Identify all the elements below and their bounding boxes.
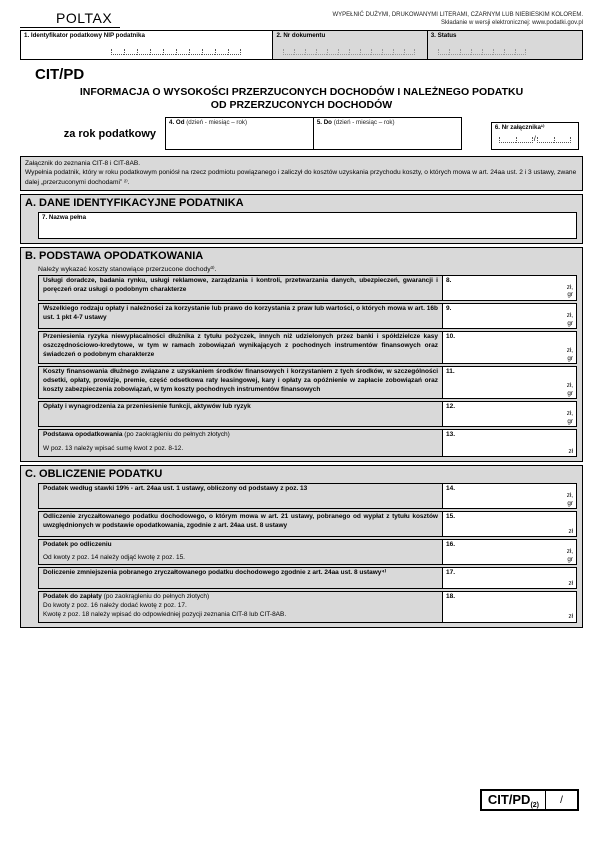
footer-form-version: (2) <box>530 802 539 809</box>
row-12-label: Opłaty i wynagrodzenia za przeniesienie funkcji, aktywów lub ryzyk <box>39 402 443 426</box>
fill-instruction-line: WYPEŁNIĆ DUŻYMI, DRUKOWANYMI LITERAMI, CZARNYM LUB NIEBIESKIM KOLOREM. <box>332 11 583 18</box>
row-18-units: zł <box>568 613 573 621</box>
row-10-units: zł, gr <box>566 347 573 362</box>
date-from-hint: (dzień - miesiąc – rok) <box>186 119 248 127</box>
row-13-number: 13. <box>446 431 456 439</box>
section-c-title: C. OBLICZENIE PODATKU <box>25 468 163 481</box>
amount-box-11[interactable] <box>443 367 576 398</box>
section-b <box>20 247 583 462</box>
row-16-label: Podatek po odliczeniu Od kwoty z poz. 14 należy odjąć kwotę z poz. 15. <box>39 540 443 564</box>
row-9-label: Wszelkiego rodzaju opłaty i należności za korzystanie lub prawo do korzystania z praw lub wartości, o których mowa w art. 16b ust. 1 pkt 4-7 ustawy <box>39 304 443 328</box>
attachment-number-label: 6. Nr załącznika¹⁾ <box>494 123 545 131</box>
amount-box-13[interactable] <box>443 430 576 456</box>
top-bar <box>20 10 583 28</box>
form-row-8 <box>38 275 577 301</box>
fill-instructions <box>333 11 583 28</box>
nip-digit-boxes[interactable] <box>111 49 241 55</box>
row-11-label: Koszty finansowania dłużnego związane z uzyskaniem środków finansowych i korzystaniem z tych środków, w szczególności odsetki, opłaty, prowizje, premie, część odsetkowa raty leasingowej, kary i opłaty za opóźnienie w zapłacie zobowiązań oraz koszty zabezpieczenia zobowiązań, w tym koszty pochodnych instrumentów finansowych <box>39 367 443 398</box>
date-from-label: 4. Od <box>169 119 185 127</box>
status-field[interactable] <box>428 31 582 59</box>
amount-box-18[interactable] <box>443 592 576 621</box>
section-c-rows <box>38 483 577 622</box>
date-to-hint: (dzień - miesiąc – rok) <box>333 119 395 127</box>
section-c <box>20 465 583 627</box>
form-row-15 <box>38 511 577 537</box>
row-10-number: 10. <box>446 333 456 341</box>
section-b-title: B. PODSTAWA OPODATKOWANIA <box>25 249 204 262</box>
row-13-units: zł <box>568 447 573 455</box>
intro-note-line2: Wypełnia podatnik, który w roku podatkowym poniósł na rzecz podmiotu powiązanego i zaliczył do kosztów uzyskania przychodu koszty, o których mowa w art. 24aa ust. 2 i 3 ustawy, zwane dalej „przerzuconymi dochodami” ²⁾. <box>25 169 577 186</box>
form-row-12 <box>38 401 577 427</box>
amount-box-14[interactable] <box>443 484 576 508</box>
form-row-10 <box>38 331 577 364</box>
row-13-label: Podstawa opodatkowania (po zaokrągleniu do pełnych złotych) W poz. 13 należy wpisać sumę kwot z poz. 8-12. <box>39 430 443 456</box>
poltax-logo: POLTAX <box>56 10 113 26</box>
row-9-number: 9. <box>446 305 452 312</box>
amount-box-12[interactable] <box>443 402 576 426</box>
row-15-units: zł <box>568 527 573 535</box>
status-boxes[interactable] <box>438 49 526 55</box>
row-10-label: Przeniesienia ryzyka niewypłacalności dłużnika z tytułu pożyczek, innych niż udzielonych przez banki i spółdzielcze kasy oszczędnościowo-kredytowe, w tym w ramach zobowiązań wynikających z pochodnych instrumentów finansowych oraz świadczeń o podobnym charakterze <box>39 332 443 363</box>
company-name-field[interactable] <box>38 212 577 239</box>
form-title <box>20 86 583 112</box>
date-to-label: 5. Do <box>316 119 332 127</box>
row-18-note2: Kwotę z poz. 18 należy wpisać do odpowiedniej pozycji zeznania CIT-8 lub CIT-8AB. <box>43 610 287 618</box>
tax-year-row <box>20 117 583 150</box>
row-11-units: zł, gr <box>566 382 573 397</box>
document-number-field[interactable] <box>273 31 427 59</box>
form-title-line1: INFORMACJA O WYSOKOŚCI PRZERZUCONYCH DOCHODÓW I NALEŻNEGO PODATKU <box>79 86 524 98</box>
form-row-17 <box>38 567 577 589</box>
section-b-subtitle: Należy wykazać koszty stanowiące przerzucone dochody³⁾. <box>38 265 217 273</box>
identification-row <box>20 30 583 60</box>
section-a-title: A. DANE IDENTYFIKACYJNE PODATNIKA <box>25 196 244 209</box>
date-from-field[interactable] <box>165 117 314 150</box>
poltax-logo-wrap <box>20 10 120 28</box>
form-row-18 <box>38 591 577 622</box>
document-number-boxes[interactable] <box>283 49 415 55</box>
row-8-number: 8. <box>446 276 452 284</box>
row-8-units: zł, gr <box>566 283 573 299</box>
form-row-9 <box>38 303 577 329</box>
status-label: 3. Status <box>430 32 457 39</box>
row-14-number: 14. <box>446 485 456 493</box>
row-17-units: zł <box>568 579 573 587</box>
amount-box-17[interactable] <box>443 568 576 588</box>
tax-year-label: za rok podatkowy <box>63 127 156 140</box>
row-13-note: W poz. 13 należy wpisać sumę kwot z poz. 8-12. <box>43 445 184 453</box>
row-14-label: Podatek według stawki 19% - art. 24aa ust. 1 ustawy, obliczony od podstawy z poz. 13 <box>39 484 443 508</box>
section-a <box>20 194 583 244</box>
form-title-line2: OD PRZERZUCONYCH DOCHODÓW <box>210 99 393 112</box>
row-12-number: 12. <box>446 403 456 411</box>
efiling-note: Składanie w wersji elektronicznej: www.podatki.gov.pl <box>441 19 583 26</box>
attachment-number-boxes[interactable] <box>495 136 575 143</box>
section-b-rows <box>38 275 577 457</box>
row-17-label: Doliczenie zmniejszenia pobranego zryczałtowanego podatku dochodowego zgodnie z art. 24aa ust. 8 ustawy⁴⁾ <box>39 568 443 588</box>
company-name-label: 7. Nazwa pełna <box>42 213 87 221</box>
form-row-13 <box>38 429 577 457</box>
date-to-field[interactable] <box>313 117 462 150</box>
row-18-label: Podatek do zapłaty (po zaokrągleniu do pełnych złotych) Do kwoty z poz. 16 należy dodać kwotę z poz. 17. Kwotę z poz. 18 należy wpisać do odpowiedniej pozycji zeznania CIT-8 lub CIT-8AB. <box>39 592 443 621</box>
row-16-number: 16. <box>446 541 456 549</box>
row-14-units: zł, gr <box>566 492 573 507</box>
amount-box-16[interactable] <box>443 540 576 564</box>
intro-note <box>20 156 583 191</box>
row-16-units: zł, gr <box>566 548 573 563</box>
amount-box-10[interactable] <box>443 332 576 363</box>
row-12-units: zł, gr <box>566 410 573 425</box>
form-row-16 <box>38 539 577 565</box>
amount-box-9[interactable] <box>443 304 576 328</box>
attachment-slash: / <box>533 135 536 143</box>
footer-page-counter[interactable]: / <box>560 795 563 806</box>
form-footer-box <box>480 789 579 811</box>
attachment-number-field[interactable] <box>491 122 579 150</box>
form-row-11 <box>38 366 577 399</box>
row-18-number: 18. <box>446 593 456 601</box>
row-15-label: Odliczenie zryczałtowanego podatku dochodowego, o którym mowa w art. 21 ustawy, pobranego od wypłat z tytułu kosztów uwzględnionych w podstawie opodatkowania, zgodnie z art. 24aa ust. 8 ustawy <box>39 512 443 536</box>
row-9-units: zł, gr <box>566 312 573 327</box>
form-body <box>20 10 583 631</box>
row-15-number: 15. <box>446 513 456 521</box>
row-8-label: Usługi doradcze, badania rynku, usługi reklamowe, zarządzania i kontroli, przetwarzania danych, ubezpieczeń, gwarancji i poręczeń oraz usługi o podobnym charakterze <box>39 276 443 300</box>
row-17-number: 17. <box>446 569 456 577</box>
row-16-note: Od kwoty z poz. 14 należy odjąć kwotę z poz. 15. <box>43 553 185 561</box>
form-code-heading: CIT/PD <box>35 66 85 83</box>
nip-field-label: 1. Identyfikator podatkowy NIP podatnika <box>24 32 145 39</box>
row-11-number: 11. <box>446 368 455 376</box>
form-row-14 <box>38 483 577 509</box>
amount-box-15[interactable] <box>443 512 576 536</box>
amount-box-8[interactable] <box>443 276 576 300</box>
footer-form-code: CIT/$PD_{(2)}$ <box>482 791 546 809</box>
row-18-note1: Do kwoty z poz. 16 należy dodać kwotę z poz. 17. <box>43 602 187 610</box>
intro-note-line1: Załącznik do zeznania CIT-8 i CIT-8AB. <box>25 160 141 168</box>
nip-field[interactable] <box>21 31 273 59</box>
document-number-label: 2. Nr dokumentu <box>276 32 326 39</box>
